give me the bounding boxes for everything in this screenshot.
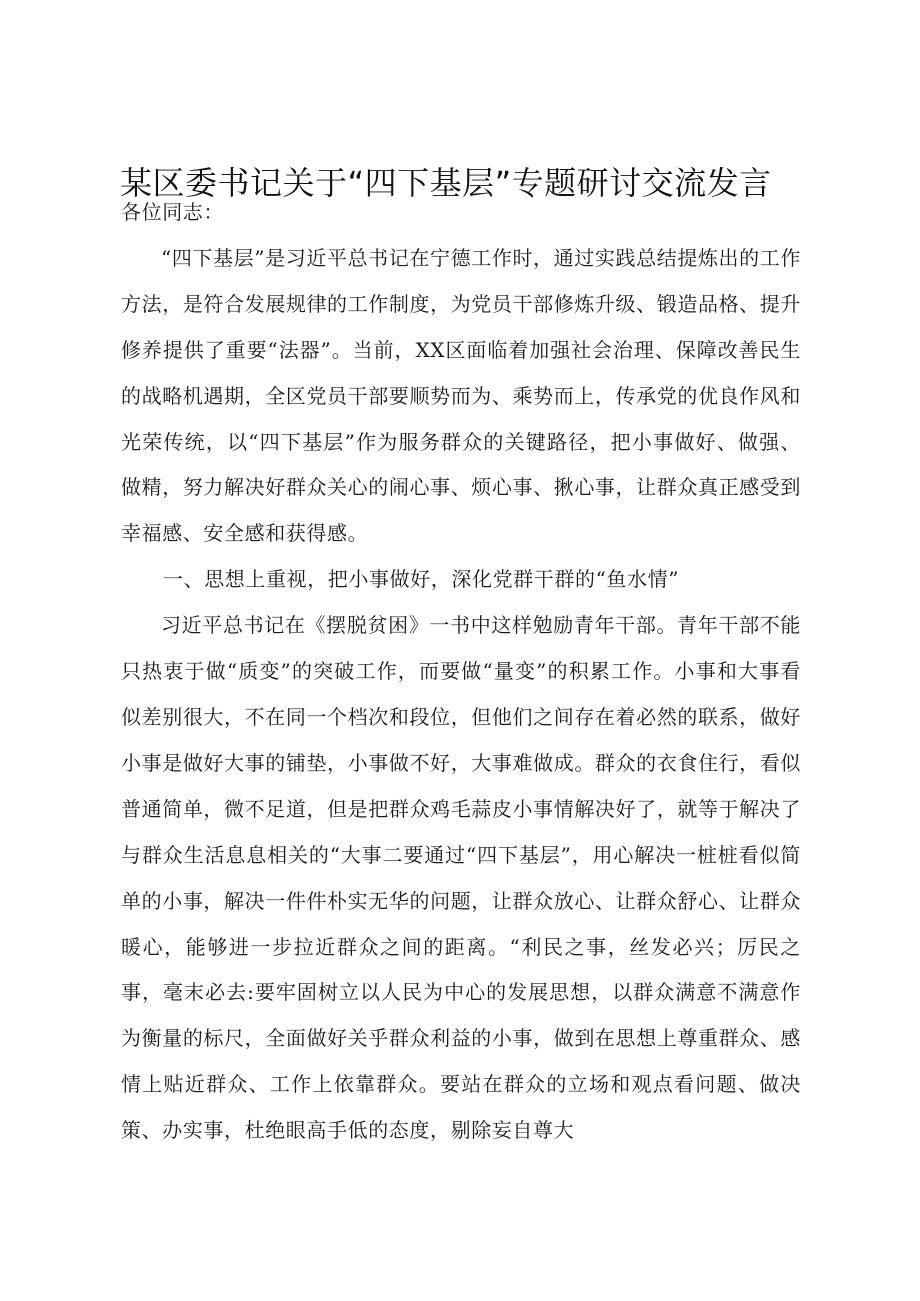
document-body <box>121 190 801 1154</box>
section-heading: 一、思想上重视，把小事做好，深化党群干群的“鱼水情” <box>163 567 680 592</box>
intro-paragraph: “四下基层”是习近平总书记在宁德工作时，通过实践总结提炼出的工作方法，是符合发展规律的工作制度，为党员干部修炼升级、锻造品格、提升修养提供了重要“法器”。当前，XX区面临着加强社会治理、保障改善民生的战略机遇期，全区党员干部要顺势而为、乘势而上，传承党的优良作风和光荣传统，以“四下基层”作为服务群众的关键路径，把小事做好、做强、做精，努力解决好群众关心的闹心事、烦心事、揪心事，让群众真正感受到幸福感、安全感和获得感。 <box>121 245 801 546</box>
section-paragraph: 习近平总书记在《摆脱贫困》一书中这样勉励青年干部。青年干部不能只热衷于做“质变”的突破工作，而要做“量变”的积累工作。小事和大事看似差别很大，不在同一个档次和段位，但他们之间存在着必然的联系，做好小事是做好大事的铺垫，小事做不好，大事难做成。群众的衣食住行，看似普通简单，微不足道，但是把群众鸡毛蒜皮小事情解决好了，就等于解决了与群众生活息息相关的“大事二要通过“四下基层”，用心解决一桩桩看似简单的小事，解决一件件朴实无华的问题，让群众放心、让群众舒心、让群众暖心，能够进一步拉近群众之间的距离。“利民之事，丝发必兴；厉民之事，毫末必去:要牢固树立以人民为中心的发展思想，以群众满意不满意作为衡量的标尺，全面做好关乎群众利益的小事，做到在思想上尊重群众、感情上贴近群众、工作上依靠群众。要站在群众的立场和观点看问题、做决策、办实事，杜绝眼高手低的态度，剔除妄自尊大 <box>121 613 801 1143</box>
salutation: 各位同志： <box>121 200 224 224</box>
document-title: 某区委书记关于“四下基层”专题研讨交流发言 <box>120 164 772 202</box>
